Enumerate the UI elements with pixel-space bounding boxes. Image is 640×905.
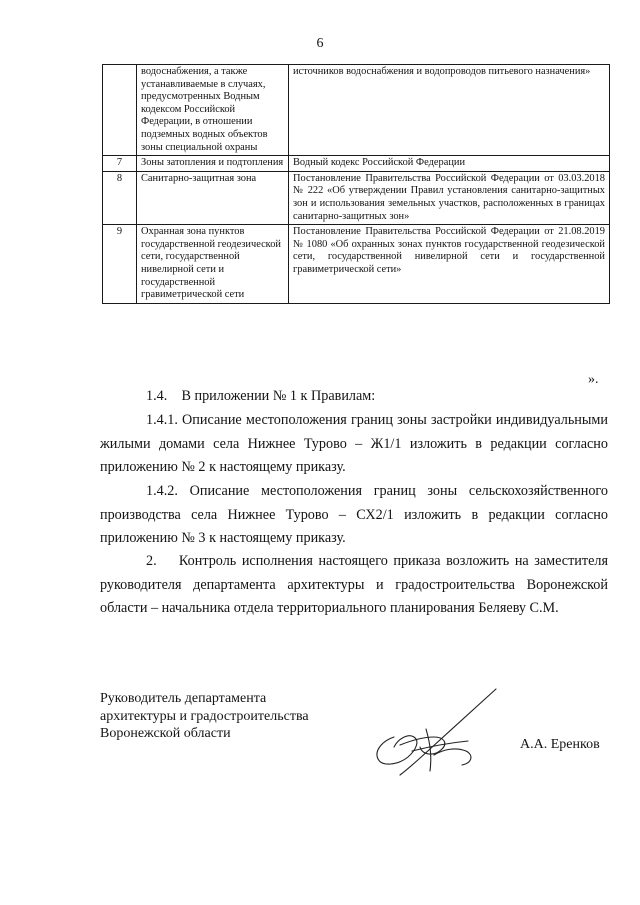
- handwritten-signature: [364, 685, 514, 780]
- zone-name-cell: Охранная зона пунктов государственной геодезической сети, государственной нивелирной сети и государственной гравиметрической сети: [137, 225, 289, 304]
- row-number: 7: [103, 156, 137, 172]
- closing-quote: ».: [588, 372, 599, 387]
- table-row: [103, 156, 610, 172]
- zone-name-cell: Зоны затопления и подтопления: [137, 156, 289, 172]
- signer-name: А.А. Еренков: [520, 737, 600, 752]
- legal-act-cell: Постановление Правительства Российской Федерации от 21.08.2019 № 1080 «Об охранных зонах пунктов государственной геодезической сети, государственной нивелирной сети и государственной гравиметрической сети»: [289, 225, 610, 304]
- row-number: 9: [103, 225, 137, 304]
- paragraph-2: 2. Контроль исполнения настоящего приказа возложить на заместителя руководителя департамента архитектуры и градостроительства Воронежской области – начальника отдела территориального планирования Беляеву С.М.: [100, 553, 608, 616]
- paragraph-1-4-1: 1.4.1. Описание местоположения границ зоны застройки индивидуальными жилыми домами села Нижнее Турово – Ж1/1 изложить в редакции согласно приложению № 2 к настоящему приказу.: [100, 412, 608, 475]
- table-row: [103, 65, 610, 156]
- page-number: 6: [316, 36, 324, 51]
- signer-title: [100, 690, 309, 743]
- zone-name-cell: Санитарно-защитная зона: [137, 171, 289, 224]
- paragraph-1-4: 1.4. В приложении № 1 к Правилам:: [146, 388, 376, 404]
- legal-act-cell: Постановление Правительства Российской Федерации от 03.03.2018 № 222 «Об утверждении Правил установления санитарно-защитных зон и использования земельных участков, расположенных в границах санитарно-защитных зон»: [289, 171, 610, 224]
- row-number: 8: [103, 171, 137, 224]
- row-number: [103, 65, 137, 156]
- table-row: [103, 171, 610, 224]
- legal-act-cell: источников водоснабжения и водопроводов питьевого назначения»: [289, 65, 610, 156]
- signer-title-line: Воронежской области: [100, 726, 231, 741]
- zone-name-cell: водоснабжения, а также устанавливаемые в случаях, предусмотренных Водным кодексом Российской Федерации, в отношении подземных водных объектов зоны специальной охраны: [137, 65, 289, 156]
- signer-title-line: архитектуры и градостроительства: [100, 708, 309, 724]
- signer-title-line: Руководитель департамента: [100, 691, 267, 706]
- table-row: [103, 225, 610, 304]
- zones-table: [102, 64, 610, 304]
- paragraph-1-4-2: 1.4.2. Описание местоположения границ зоны сельскохозяйственного производства села Нижнее Турово – СХ2/1 изложить в редакции согласно приложению № 3 к настоящему приказу.: [100, 483, 608, 546]
- legal-act-cell: Водный кодекс Российской Федерации: [289, 156, 610, 172]
